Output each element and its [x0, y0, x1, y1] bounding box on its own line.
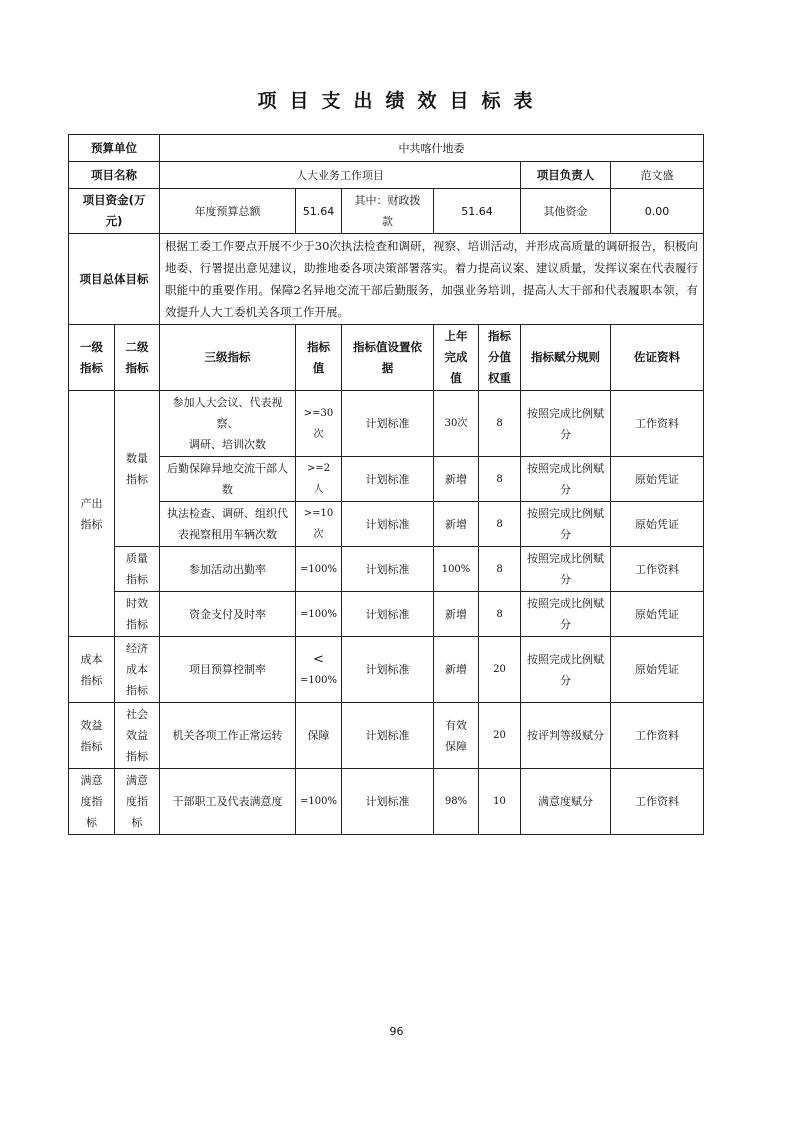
table-row: [69, 502, 704, 547]
evidence-cell: 原始凭证: [611, 592, 704, 637]
fiscal-label-line2: 款: [382, 215, 393, 228]
group-quality-line2: 指标: [126, 573, 148, 586]
col-basis-line1: 指标值设置依: [353, 339, 422, 354]
rule-cell: 按评判等级赋分: [521, 703, 611, 769]
last-year-cell: 有效 保障: [434, 703, 479, 769]
project-lead-label: 项目负责人: [521, 162, 611, 189]
other-funds-value: 0.00: [611, 189, 704, 234]
col-basis: [342, 325, 434, 391]
weight-cell: 8: [479, 457, 521, 502]
table-row: [69, 547, 704, 592]
table-row: [69, 592, 704, 637]
weight-cell: 20: [479, 703, 521, 769]
col-last-year-line1: 上年: [444, 329, 468, 343]
col-level3: 三级指标: [160, 325, 296, 391]
indicator-cell: [160, 457, 296, 502]
weight-cell: 20: [479, 637, 521, 703]
last-year-cell: 100%: [434, 547, 479, 592]
target-cell: =100%: [296, 769, 342, 835]
basis-cell: 计划标准: [342, 457, 434, 502]
basis-cell: 计划标准: [342, 547, 434, 592]
group-output: [69, 391, 115, 637]
group-economic-cost-line1: 经济: [126, 642, 148, 655]
rule-line: 按照完成比例赋: [527, 406, 604, 420]
group-benefit-line1: 效益: [80, 718, 103, 732]
fiscal-label: [342, 189, 434, 234]
group-economic-cost: [115, 637, 160, 703]
target-cell: =100%: [296, 547, 342, 592]
col-level1-line2: 指标: [80, 360, 103, 375]
col-last-year-line2: 完成: [444, 350, 468, 364]
evidence-cell: 原始凭证: [611, 502, 704, 547]
rule-cell: 满意度赋分: [521, 769, 611, 835]
last-year-cell: 新增: [434, 592, 479, 637]
rule-line: 分: [560, 528, 571, 541]
project-funds-label: [69, 189, 160, 234]
col-rule: 指标赋分规则: [521, 325, 611, 391]
rule-cell: [521, 547, 611, 592]
weight-cell: 8: [479, 502, 521, 547]
last-year-cell: 新增: [434, 637, 479, 703]
group-quality-line1: 质量: [126, 552, 148, 565]
last-year-cell: 新增: [434, 502, 479, 547]
group-cost-line2: 指标: [80, 673, 103, 687]
col-weight-line1: 指标: [488, 329, 511, 343]
indicator-line: 后勤保障异地交流干部人: [167, 462, 288, 475]
group-social-benefit-line1: 社会: [126, 708, 148, 721]
group-social-benefit-line2: 效益: [126, 729, 148, 742]
indicator-line: 执法检查、调研、组织代: [167, 507, 288, 520]
weight-cell: 10: [479, 769, 521, 835]
other-funds-label: 其他资金: [521, 189, 611, 234]
col-target-line2: 值: [312, 360, 325, 375]
col-weight-line3: 权重: [488, 371, 511, 385]
target-cell: [296, 637, 342, 703]
evidence-cell: 工作资料: [611, 703, 704, 769]
col-level1: [69, 325, 115, 391]
table-row: [69, 637, 704, 703]
target-line: 次: [313, 428, 324, 440]
basis-cell: 计划标准: [342, 391, 434, 457]
group-satisfaction-sub-line3: 标: [131, 816, 143, 829]
col-basis-line2: 据: [381, 360, 394, 375]
project-lead-value: 范文盛: [611, 162, 704, 189]
page-number: 96: [389, 1025, 404, 1038]
indicator-line: 数: [222, 483, 233, 496]
indicator-line: 表视察租用车辆次数: [178, 528, 277, 541]
indicator-cell: 项目预算控制率: [160, 637, 296, 703]
rule-cell: [521, 592, 611, 637]
page-title: 项目支出绩效目标表: [257, 90, 546, 112]
col-target: [296, 325, 342, 391]
rule-line: 分: [560, 673, 571, 687]
evidence-cell: 原始凭证: [611, 637, 704, 703]
evidence-cell: 工作资料: [611, 769, 704, 835]
col-weight: [479, 325, 521, 391]
group-output-line1: 产出: [80, 496, 103, 510]
group-satisfaction-sub-line1: 满意: [126, 774, 148, 787]
indicator-cell: 资金支付及时率: [160, 592, 296, 637]
overall-goal-label: 项目总体目标: [69, 234, 160, 325]
project-name-label: 项目名称: [69, 162, 160, 189]
col-evidence: 佐证资料: [611, 325, 704, 391]
col-level2-line1: 二级: [125, 339, 149, 354]
project-name-value: 人大业务工作项目: [160, 162, 521, 189]
col-level1-line1: 一级: [80, 339, 103, 354]
evidence-cell: 工作资料: [611, 391, 704, 457]
target-line: =100%: [300, 674, 337, 686]
weight-cell: 8: [479, 592, 521, 637]
budget-unit-label: 预算单位: [69, 135, 160, 162]
group-output-line2: 指标: [80, 517, 103, 531]
target-cell: [296, 457, 342, 502]
rule-cell: [521, 391, 611, 457]
overall-goal-text: 根据工委工作要点开展不少于30次执法检查和调研，视察、培训活动，并形成高质量的调研报告，积极向地委、行署提出意见建议，助推地委各项决策部署落实。着力提高议案、建议质量，发挥议案在代表履行职能中的重要作用。保障2名异地交流干部后勤服务，加强业务培训，提高人大干部和代表履职本领，有效提升人大工委机关各项工作开展。: [160, 234, 704, 325]
group-timeliness-line1: 时效: [126, 597, 148, 610]
evidence-cell: 工作资料: [611, 547, 704, 592]
table-row: [69, 769, 704, 835]
indicator-cell: 机关各项工作正常运转: [160, 703, 296, 769]
indicator-line: 调研、培训次数: [189, 438, 266, 451]
group-satisfaction: [69, 769, 115, 835]
group-quality: [115, 547, 160, 592]
rule-line: 分: [560, 573, 571, 586]
rule-line: 按照完成比例赋: [527, 652, 604, 666]
weight-cell: 8: [479, 547, 521, 592]
table-row: [69, 457, 704, 502]
table-row: [69, 703, 704, 769]
target-line: >=30: [303, 407, 334, 419]
group-quantity: [115, 391, 160, 547]
rule-line: 分: [560, 618, 571, 631]
basis-cell: 计划标准: [342, 502, 434, 547]
basis-cell: 计划标准: [342, 769, 434, 835]
indicator-cell: [160, 391, 296, 457]
group-satisfaction-sub-line2: 度指: [126, 795, 148, 808]
rule-line: 分: [560, 427, 571, 441]
target-line: <: [313, 651, 324, 667]
col-last-year-line3: 值: [450, 371, 462, 385]
rule-line: 按照完成比例赋: [527, 597, 604, 610]
col-last-year: [434, 325, 479, 391]
funds-label-line2: 元): [105, 214, 123, 228]
col-weight-line2: 分值: [488, 350, 511, 364]
group-satisfaction-line2: 度指: [80, 795, 103, 808]
target-cell: [296, 502, 342, 547]
last-year-cell: 30次: [434, 391, 479, 457]
rule-cell: [521, 457, 611, 502]
target-cell: 保障: [296, 703, 342, 769]
target-line: >=10: [303, 508, 334, 519]
indicator-cell: [160, 502, 296, 547]
basis-cell: 计划标准: [342, 637, 434, 703]
performance-table: [68, 134, 704, 835]
fiscal-label-line1: 其中：财政拨: [354, 194, 421, 207]
fiscal-value: 51.64: [434, 189, 521, 234]
group-social-benefit: [115, 703, 160, 769]
indicator-cell: 参加活动出勤率: [160, 547, 296, 592]
funds-label-line1: 项目资金(万: [82, 193, 146, 207]
group-economic-cost-line2: 成本: [126, 663, 148, 676]
rule-cell: [521, 502, 611, 547]
table-row: [69, 391, 704, 457]
col-target-line1: 指标: [307, 339, 330, 354]
col-level2-line2: 指标: [125, 360, 149, 375]
last-year-cell: 98%: [434, 769, 479, 835]
group-cost: [69, 637, 115, 703]
group-benefit-line2: 指标: [80, 739, 103, 753]
target-line: >=2: [306, 463, 331, 474]
rule-line: 按照完成比例赋: [527, 552, 604, 565]
indicator-line: 参加人大会议、代表视察、: [172, 396, 283, 430]
indicator-cell: 干部职工及代表满意度: [160, 769, 296, 835]
group-cost-line1: 成本: [80, 652, 103, 666]
last-year-cell: 新增: [434, 457, 479, 502]
col-level2: [115, 325, 160, 391]
rule-line: 按照完成比例赋: [527, 507, 604, 520]
group-satisfaction-sub: [115, 769, 160, 835]
basis-cell: 计划标准: [342, 592, 434, 637]
group-social-benefit-line3: 指标: [126, 750, 148, 763]
annual-budget-value: 51.64: [296, 189, 342, 234]
annual-budget-label: 年度预算总额: [160, 189, 296, 234]
group-benefit: [69, 703, 115, 769]
rule-line: 分: [560, 483, 571, 496]
weight-cell: 8: [479, 391, 521, 457]
group-quantity-line2: 指标: [126, 472, 148, 486]
target-line: 次: [313, 529, 324, 540]
target-cell: =100%: [296, 592, 342, 637]
group-economic-cost-line3: 指标: [126, 684, 148, 697]
group-timeliness: [115, 592, 160, 637]
group-quantity-line1: 数量: [126, 451, 148, 465]
group-timeliness-line2: 指标: [126, 618, 148, 631]
basis-cell: 计划标准: [342, 703, 434, 769]
group-satisfaction-line3: 标: [86, 816, 97, 829]
rule-line: 按照完成比例赋: [527, 462, 604, 475]
budget-unit-value: 中共喀什地委: [160, 135, 704, 162]
rule-cell: [521, 637, 611, 703]
evidence-cell: 原始凭证: [611, 457, 704, 502]
group-satisfaction-line1: 满意: [80, 774, 103, 787]
target-cell: [296, 391, 342, 457]
target-line: 人: [313, 484, 324, 495]
